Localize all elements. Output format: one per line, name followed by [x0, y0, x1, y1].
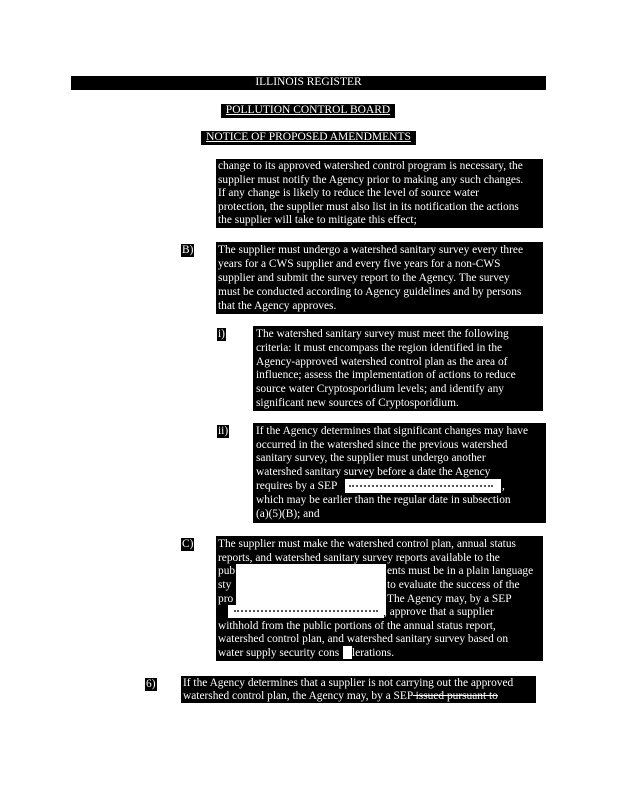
continuation-line: If any change is likely to reduce the level of source water: [218, 187, 479, 199]
subsection-c-line: The supplier must make the watershed control plan, annual status: [218, 538, 516, 550]
subsection-b-marker: B): [182, 244, 194, 256]
item-i-line: significant new sources of Cryptosporidium.: [256, 397, 459, 409]
redaction-dots: [349, 485, 493, 490]
item-ii-line: sanitary survey, the supplier must undergo another: [256, 452, 486, 464]
subsection-c-line: reports, and watershed sanitary survey reports available to the: [218, 552, 500, 564]
item-ii-line: requires by a SEP: [256, 480, 338, 492]
item-ii-line: ,: [502, 480, 505, 492]
paragraph-6-marker: 6): [146, 678, 156, 690]
item-ii-line: watershed sanitary survey before a date the Agency: [256, 466, 491, 478]
paragraph-6-line2-text: watershed control plan, the Agency may, by a SEP: [183, 690, 413, 702]
subsection-c-line: sty: [218, 579, 232, 591]
continuation-line: supplier must notify the Agency prior to making any such changes.: [218, 174, 524, 186]
notice-title: NOTICE OF PROPOSED AMENDMENTS: [206, 131, 411, 143]
item-i-line: influence; assess the implementation of actions to reduce: [256, 369, 516, 381]
subsection-b-line: supplier and submit the survey report to the Agency. The survey: [218, 272, 510, 284]
subsection-b-line: years for a CWS supplier and every five years for a non-CWS: [218, 258, 501, 270]
subsection-b-line: must be conducted according to Agency guidelines and by persons: [218, 286, 522, 298]
subsection-c-line: , approve that a supplier: [384, 606, 494, 618]
continuation-line: protection, the supplier must also list in its notification the actions: [218, 201, 519, 213]
paragraph-6-deleted-text: issued pursuant to: [412, 690, 498, 702]
subsection-c-line: water supply security cons: [218, 647, 340, 659]
paragraph-6-line: [183, 690, 498, 703]
item-i-line: criteria: it must encompass the region identified in the: [256, 342, 503, 354]
subsection-c-line: pro: [218, 593, 234, 605]
subsection-b-line: that the Agency approves.: [218, 300, 337, 312]
item-ii-line: which may be earlier than the regular date in subsection: [256, 494, 511, 506]
subsection-b-line: The supplier must undergo a watershed sanitary survey every three: [218, 244, 524, 256]
subsection-c-marker: C): [182, 538, 194, 550]
subsection-c-line: The Agency may, by a SEP: [387, 593, 512, 605]
subsection-c-line: lerations.: [352, 647, 395, 659]
board-title: POLLUTION CONTROL BOARD: [225, 104, 391, 116]
continuation-line: the supplier will take to mitigate this effect;: [218, 214, 417, 226]
redaction-dots: [234, 610, 378, 615]
redaction-gap: [343, 646, 352, 659]
subsection-c-line: ents must be in a plain language: [387, 565, 534, 577]
item-i-marker: i): [218, 328, 225, 340]
subsection-c-line: watershed control plan, and watershed sanitary survey based on: [218, 633, 509, 645]
item-ii-marker: ii): [218, 425, 229, 437]
subsection-c-line: to evaluate the success of the: [387, 579, 520, 591]
item-ii-line: If the Agency determines that significant changes may have: [256, 425, 529, 437]
continuation-line: change to its approved watershed control program is necessary, the: [218, 160, 523, 172]
item-ii-line: (a)(5)(B); and: [256, 508, 320, 520]
item-i-line: Agency-approved watershed control plan as the area of: [256, 356, 508, 368]
item-ii-line: occurred in the watershed since the previous watershed: [256, 439, 508, 451]
subsection-c-line: pub: [218, 565, 236, 577]
item-i-line: source water Cryptosporidium levels; and identify any: [256, 383, 505, 395]
paragraph-6-line: If the Agency determines that a supplier is not carrying out the approved: [183, 677, 514, 689]
register-title: ILLINOIS REGISTER: [255, 76, 362, 88]
subsection-c-line: withhold from the public portions of the annual status report,: [218, 620, 496, 632]
item-i-line: The watershed sanitary survey must meet the following: [256, 328, 509, 340]
